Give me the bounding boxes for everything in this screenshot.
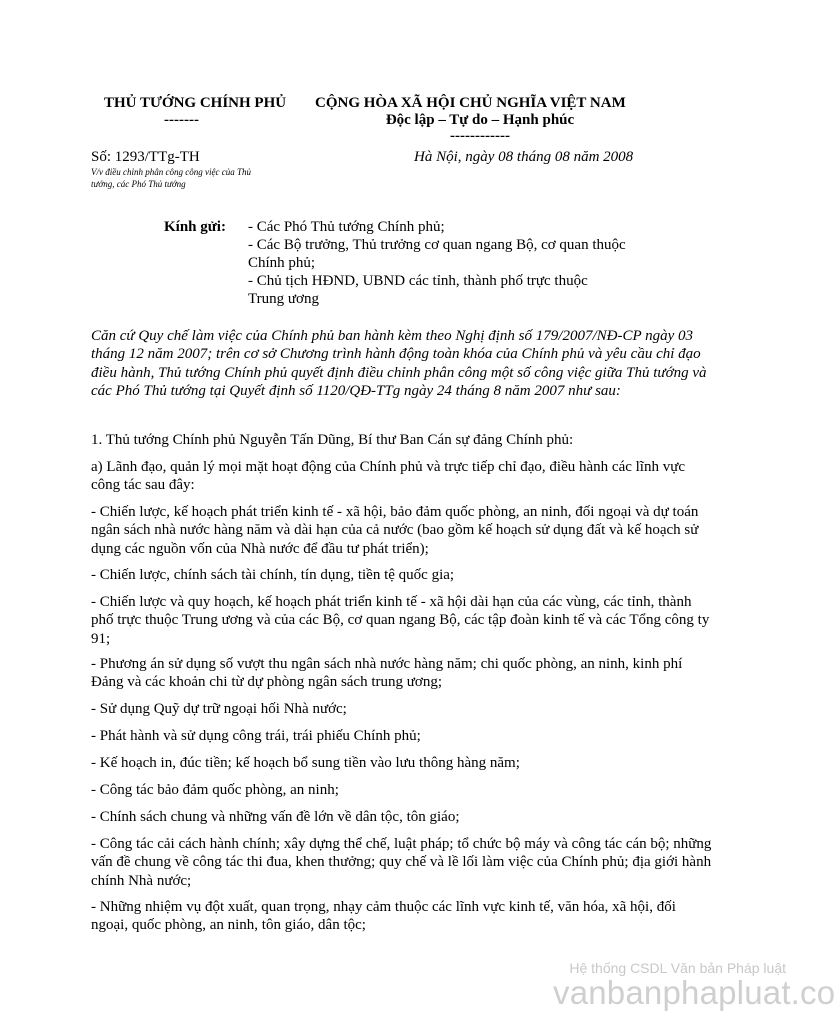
recipient-line: - Chủ tịch HĐND, UBND các tỉnh, thành phố trực thuộc (248, 273, 588, 289)
body-paragraph: 1. Thủ tướng Chính phủ Nguyễn Tấn Dũng, Bí thư Ban Cán sự đảng Chính phủ: (91, 432, 574, 448)
place-date: Hà Nội, ngày 08 tháng 08 năm 2008 (414, 149, 634, 165)
recipient-line: Chính phủ; (248, 255, 316, 271)
national-title: CỘNG HÒA XÃ HỘI CHỦ NGHĨA VIỆT NAM (315, 95, 626, 111)
body-paragraph: - Những nhiệm vụ đột xuất, quan trọng, nhạy cảm thuộc các lĩnh vực kinh tế, văn hóa, xã hội, đối ngoại, quốc phòng, an ninh, tôn giáo, dân tộc; (91, 899, 676, 934)
body-paragraph: - Kế hoạch in, đúc tiền; kế hoạch bổ sung tiền vào lưu thông hàng năm; (91, 755, 520, 771)
body-paragraph: - Phương án sử dụng số vượt thu ngân sách nhà nước hàng năm; chi quốc phòng, an ninh, kinh phí Đảng và các khoản chi từ dự phòng ngân sách trung ương; (91, 656, 683, 691)
national-motto: Độc lập – Tự do – Hạnh phúc (385, 112, 575, 128)
document-number: Số: 1293/TTg-TH (91, 149, 200, 165)
subject-line: tướng, các Phó Thủ tướng (91, 179, 186, 189)
recipient-line: Trung ương (248, 291, 319, 307)
motto-separator: ------------ (450, 128, 510, 144)
recipient-line: - Các Phó Thủ tướng Chính phủ; (248, 219, 445, 235)
subject-line: V/v điều chỉnh phân công công việc của Thủ (91, 167, 251, 177)
body-paragraph: - Phát hành và sử dụng công trái, trái phiếu Chính phủ; (91, 728, 421, 744)
body-paragraph: a) Lãnh đạo, quản lý mọi mặt hoạt động của Chính phủ và trực tiếp chỉ đạo, điều hành các lĩnh vực công tác sau đây: (91, 459, 686, 494)
body-paragraph: - Sử dụng Quỹ dự trữ ngoại hối Nhà nước; (91, 701, 347, 717)
watermark-caption: Hệ thống CSDL Văn bản Pháp luật (569, 960, 786, 976)
body-paragraph: - Chính sách chung và những vấn đề lớn về dân tộc, tôn giáo; (91, 809, 460, 825)
body-paragraph: - Chiến lược, kế hoạch phát triển kinh tế - xã hội, bảo đảm quốc phòng, an ninh, đối ngoại và dự toán ngân sách nhà nước hàng năm và dài hạn của cả nước (bao gồm kế hoạch sử dụng đất và kế hoạch sử dụng các nguồn vốn của Nhà nước để đầu tư phát triển); (91, 504, 699, 557)
body-paragraph: - Công tác cải cách hành chính; xây dựng thể chế, luật pháp; tổ chức bộ máy và công tác cán bộ; những vấn đề chung về công tác thi đua, khen thưởng; quy chế và lề lối làm việc của Chính phủ; địa giới hành chính Nhà nước; (91, 836, 712, 889)
issuer-name: THỦ TƯỚNG CHÍNH PHỦ (104, 95, 287, 111)
preamble: Căn cứ Quy chế làm việc của Chính phủ ban hành kèm theo Nghị định số 179/2007/NĐ-CP ngày 03 tháng 12 năm 2007; trên cơ sở Chương trình hành động toàn khóa của Chính phủ và yêu cầu chỉ đạo điều hành, Thủ tướng Chính phủ quyết định điều chỉnh phân công một số công việc giữa Thủ tướng và các Phó Thủ tướng tại Quyết định số 1120/QĐ-TTg ngày 24 tháng 8 năm 2007 như sau: (91, 328, 707, 400)
recipients-label: Kính gửi: (164, 219, 226, 235)
body-paragraph: - Công tác bảo đảm quốc phòng, an ninh; (91, 782, 339, 798)
watermark-site: vanbanphapluat.co (553, 974, 835, 1011)
body-paragraph: - Chiến lược và quy hoạch, kế hoạch phát triển kinh tế - xã hội dài hạn của các vùng, các tỉnh, thành phố trực thuộc Trung ương và của các Bộ, cơ quan ngang Bộ, các tập đoàn kinh tế và các Tổng công ty 91; (91, 594, 710, 647)
issuer-separator: ------- (164, 112, 199, 128)
body-paragraph: - Chiến lược, chính sách tài chính, tín dụng, tiền tệ quốc gia; (91, 567, 455, 583)
recipient-line: - Các Bộ trưởng, Thủ trưởng cơ quan ngang Bộ, cơ quan thuộc (248, 237, 626, 253)
